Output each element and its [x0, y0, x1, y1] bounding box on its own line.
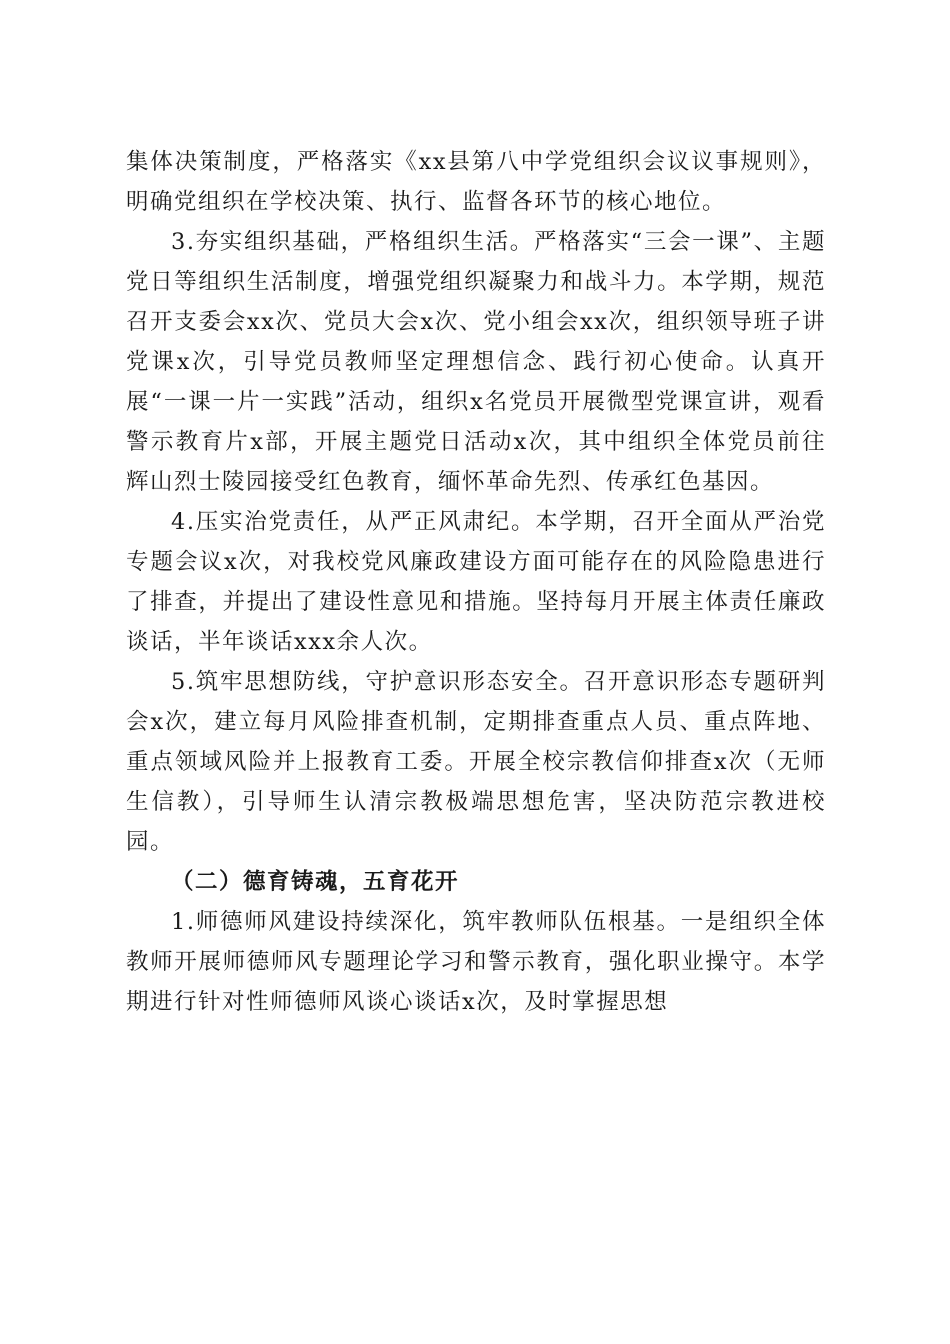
paragraph-item-3: 3.夯实组织基础，严格组织生活。严格落实“三会一课”、主题党日等组织生活制度，增强党组织凝聚力和战斗力。本学期，规范召开支委会xx次、党员大会x次、党小组会xx次，组织领导班子讲党课x次，引导党员教师坚定理想信念、践行初心使命。认真开展“一课一片一实践”活动，组织x名党员开展微型党课宣讲，观看警示教育片x部，开展主题党日活动x次，其中组织全体党员前往辉山烈士陵园接受红色教育，缅怀革命先烈、传承红色基因。 — [126, 229, 826, 495]
document-body — [126, 142, 826, 1022]
paragraph-item-1: 1.师德师风建设持续深化，筑牢教师队伍根基。一是组织全体教师开展师德师风专题理论学习和警示教育，强化职业操守。本学期进行针对性师德师风谈心谈话x次，及时掌握思想 — [126, 909, 826, 1015]
paragraph-continuation: 集体决策制度，严格落实《xx县第八中学党组织会议议事规则》，明确党组织在学校决策、执行、监督各环节的核心地位。 — [126, 149, 826, 215]
paragraph-item-4: 4.压实治党责任，从严正风肃纪。本学期，召开全面从严治党专题会议x次，对我校党风廉政建设方面可能存在的风险隐患进行了排查，并提出了建设性意见和措施。坚持每月开展主体责任廉政谈话，半年谈话xxx余人次。 — [126, 509, 826, 655]
section-heading: （二）德育铸魂，五育花开 — [171, 869, 460, 895]
paragraph-item-5: 5.筑牢思想防线，守护意识形态安全。召开意识形态专题研判会x次，建立每月风险排查机制，定期排查重点人员、重点阵地、重点领域风险并上报教育工委。开展全校宗教信仰排查x次（无师生信教），引导师生认清宗教极端思想危害，坚决防范宗教进校园。 — [126, 669, 826, 855]
